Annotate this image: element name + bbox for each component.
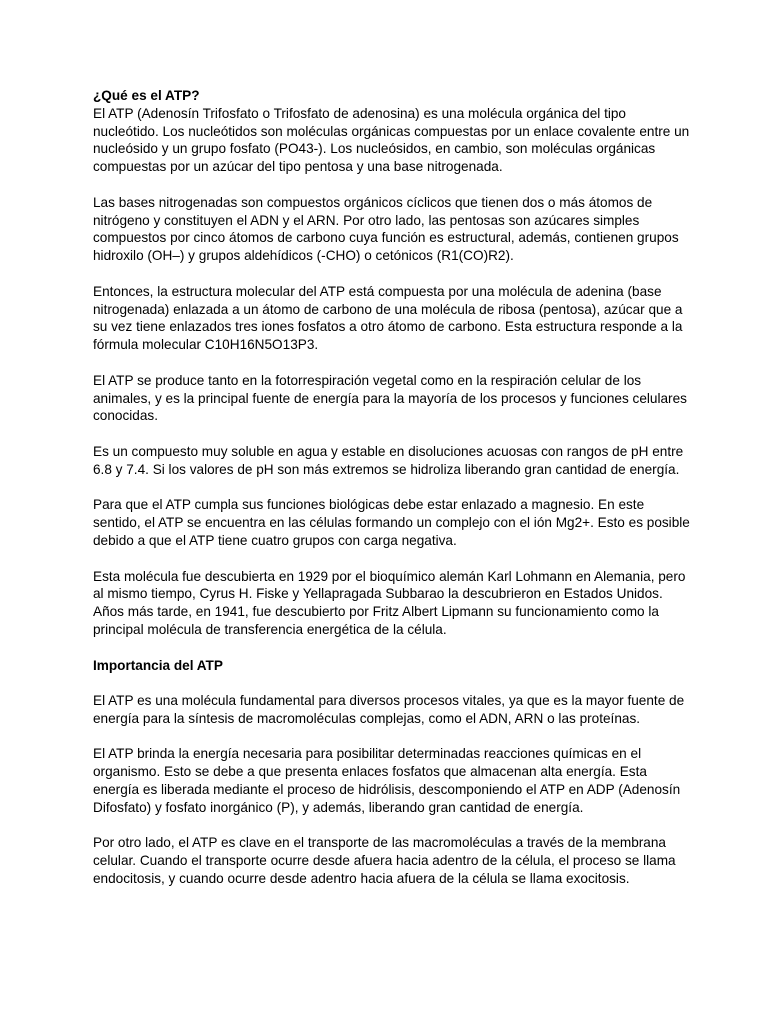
document-title: ¿Qué es el ATP? [93,88,200,103]
intro-block [93,87,693,176]
section-heading-importance: Importancia del ATP [93,657,223,673]
paragraph-discovery: Esta molécula fue descubierta en 1929 por el bioquímico alemán Karl Lohmann en Alemania, pero al mismo tiempo, Cyrus H. Fiske y Yellapragada Subbarao la descubrieron en Estados Unidos. Años más tarde, en 1941, fue descubierto por Fritz Albert Lipmann su funcionamiento como la principal molécula de transferencia energética de la célula. [93,568,686,637]
paragraph-importance-hydrolysis: El ATP brinda la energía necesaria para posibilitar determinadas reacciones químicas en el organismo. Esto se debe a que presenta enlaces fosfatos que almacenan alta energía. Esta energía es liberada mediante el proceso de hidrólisis, descomponiendo el ATP en ADP (Adenosín Difosfato) y fosfato inorgánico (P), y además, liberando gran cantidad de energía. [93,746,681,815]
paragraph-importance-transport: Por otro lado, el ATP es clave en el transporte de las macromoléculas a través de la membrana celular. Cuando el transporte ocurre desde afuera hacia adentro de la célula, el proceso se llama endocitosis, y cuando ocurre desde adentro hacia afuera de la célula se llama exocitosis. [93,835,676,887]
paragraph-production: El ATP se produce tanto en la fotorrespiración vegetal como en la respiración celular de los animales, y es la principal fuente de energía para la mayoría de los procesos y funciones celulares conocidas. [93,372,687,424]
paragraph-magnesium: Para que el ATP cumpla sus funciones biológicas debe estar enlazado a magnesio. En este sentido, el ATP se encuentra en las células formando un complejo con el ión Mg2+. Esto es posible debido a que el ATP tiene cuatro grupos con carga negativa. [93,497,690,548]
paragraph-molecular-structure: Entonces, la estructura molecular del ATP está compuesta por una molécula de adenina (base nitrogenada) enlazada a un átomo de carbono de una molécula de ribosa (pentosa), azúcar que a su vez tiene enlazados tres iones fosfatos a otro átomo de carbono. Esta estructura responde a la fórmula molecular C10H16N5O13P3. [93,283,683,353]
paragraph-importance-energy: El ATP es una molécula fundamental para diversos procesos vitales, ya que es la mayor fuente de energía para la síntesis de macromoléculas complejas, como el ADN, ARN o las proteínas. [93,693,685,726]
paragraph-nitrogen-bases: Las bases nitrogenadas son compuestos orgánicos cíclicos que tienen dos o más átomos de nitrógeno y constituyen el ADN y el ARN. Por otro lado, las pentosas son azúcares simples compuestos por cinco átomos de carbono cuya función es estructural, además, contienen grupos hidroxilo (OH–) y grupos aldehídicos (-CHO) o cetónicos (R1(CO)R2). [93,194,679,264]
intro-paragraph: El ATP (Adenosín Trifosfato o Trifosfato de adenosina) es una molécula orgánica del tipo nucleótido. Los nucleótidos son moléculas orgánicas compuestas por un enlace covalente entre un nucleósido y un grupo fosfato (PO43-). Los nucleósidos, en cambio, son moléculas orgánicas compuestas por un azúcar del tipo pentosa y una base nitrogenada. [93,105,690,175]
document-page [93,87,693,906]
paragraph-solubility: Es un compuesto muy soluble en agua y estable en disoluciones acuosas con rangos de pH entre 6.8 y 7.4. Si los valores de pH son más extremos se hidroliza liberando gran cantidad de energía. [93,443,684,477]
